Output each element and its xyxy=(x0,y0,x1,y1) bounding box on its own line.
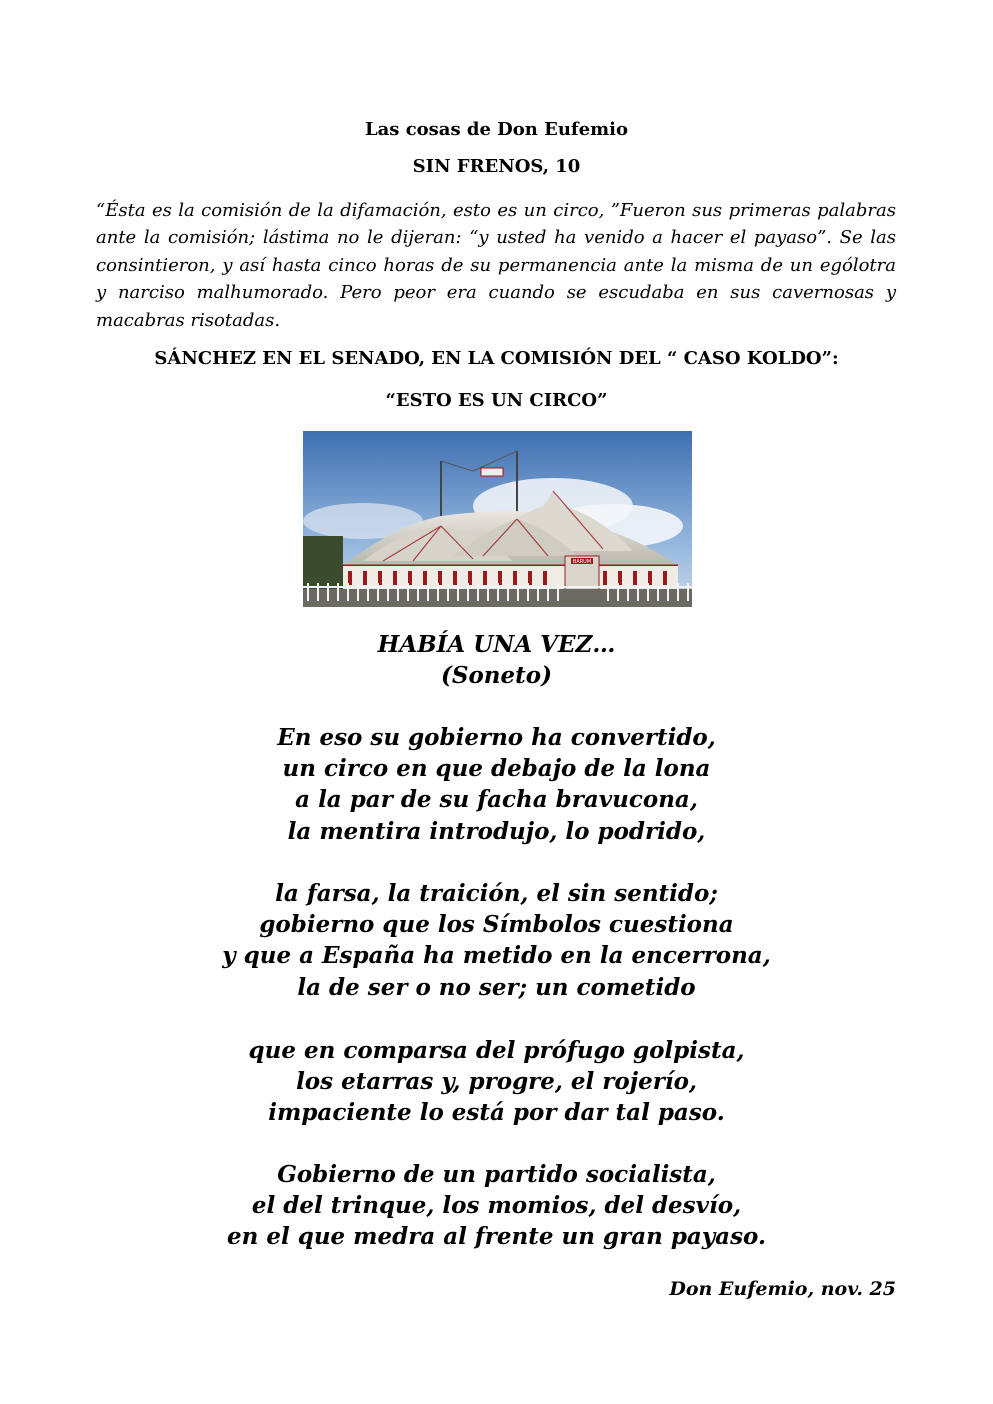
poem-subtitle: (Soneto) xyxy=(440,662,553,689)
poem-stanza-1 xyxy=(0,722,993,847)
poem-line: y que a España ha metido en la encerrona, xyxy=(222,942,771,970)
poem-line: Gobierno de un partido socialista, xyxy=(277,1161,716,1188)
headline-line-1: SÁNCHEZ EN EL SENADO, EN LA COMISIÓN DEL “ CASO KOLDO”: xyxy=(154,348,839,369)
document-title: Las cosas de Don Eufemio xyxy=(364,119,629,140)
poem-title: HABÍA UNA VEZ… xyxy=(377,631,616,658)
poem-stanza-4 xyxy=(0,1159,993,1253)
poem-line: la farsa, la traición, el sin sentido; xyxy=(275,880,718,907)
poem-line: la mentira introdujo, lo podrido, xyxy=(287,817,706,845)
signature: Don Eufemio, nov. 25 xyxy=(669,1278,896,1300)
headline-line-2: “ESTO ES UN CIRCO” xyxy=(385,390,608,411)
poem-stanza-2 xyxy=(0,878,993,1003)
poem-line: el del trinque, los momios, del desvío, xyxy=(251,1192,742,1220)
poem-line: los etarras y, progre, el rojerío, xyxy=(296,1068,697,1096)
intro-paragraph: “Ésta es la comisión de la difamación, esto es un circo, ”Fueron sus primeras palabras ante la comisión; lástima no le dijeran: “y usted ha venido a hacer el payaso”. Se las consintieron, y así hasta cinco horas de su permanencia ante la misma de un ególotra y narciso malhumorado. Pero peor era cuando se escudaba en sus cavernosas y macabras risotadas. xyxy=(96,200,896,331)
poem-line: gobierno que los Símbolos cuestiona xyxy=(259,911,734,939)
poem-line: impaciente lo está por dar tal paso. xyxy=(268,1099,725,1127)
poem-stanza-3 xyxy=(0,1035,993,1129)
poem-line: En eso su gobierno ha convertido, xyxy=(277,724,716,751)
circus-tent-photo xyxy=(303,431,692,607)
poem-line: un circo en que debajo de la lona xyxy=(282,755,711,783)
poem-line: que en comparsa del prófugo golpista, xyxy=(248,1037,745,1064)
poem-line: en el que medra al frente un gran payaso. xyxy=(227,1223,766,1251)
poem-line: la de ser o no ser; un cometido xyxy=(297,973,696,1001)
poem-line: a la par de su facha bravucona, xyxy=(295,786,698,814)
tent-sign: BARUM xyxy=(572,559,592,565)
document-subtitle: SIN FRENOS, 10 xyxy=(412,156,581,177)
